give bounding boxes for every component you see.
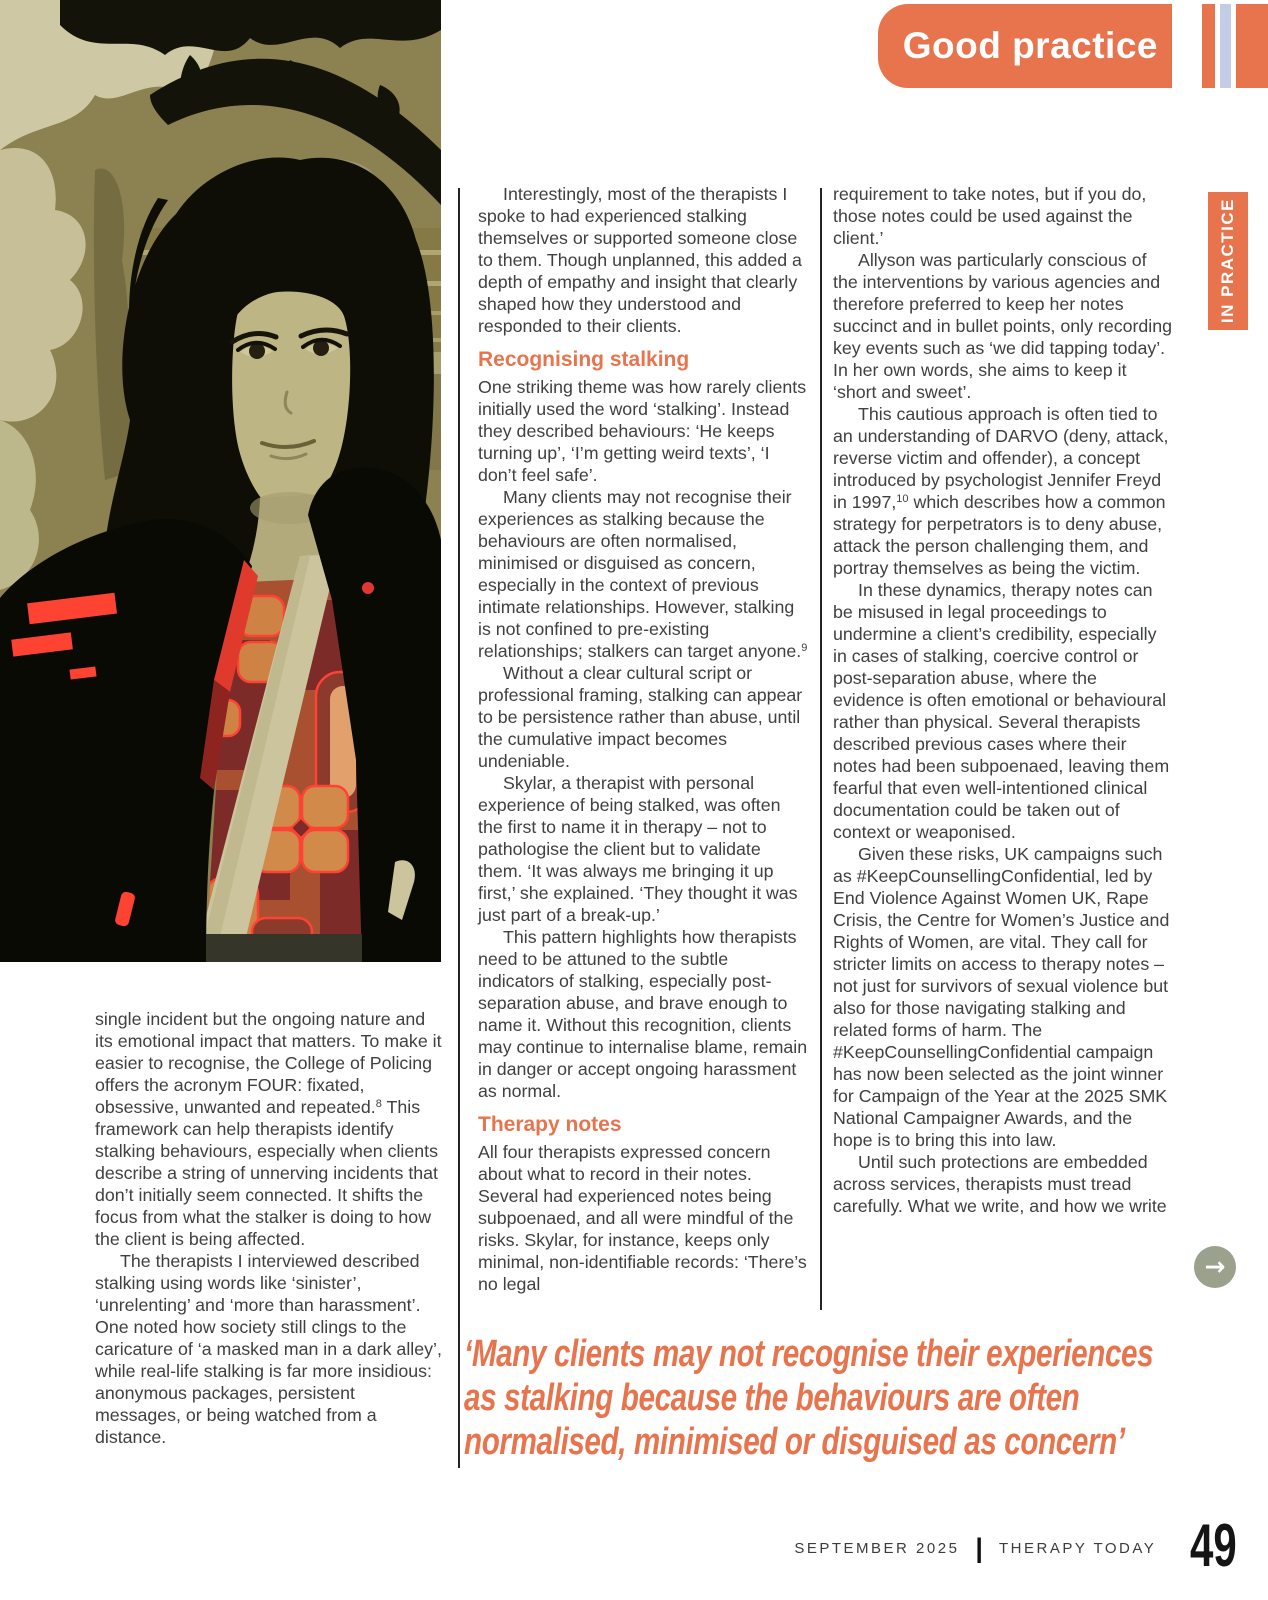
column-divider-right	[820, 188, 822, 1310]
paragraph: Without a clear cultural script or professional framing, stalking can appear to be persistence rather than abuse, until the cumulative impact becomes undeniable.	[478, 663, 803, 771]
footer-separator: |	[975, 1533, 983, 1563]
paragraph: Allyson was particularly conscious of the interventions by various agencies and therefore preferred to keep her notes succinct and in bullet points, only recording key events such as ‘we did tapping today’. In her own words, she aims to keep it ‘short and sweet’.	[833, 250, 1173, 402]
paragraph: In these dynamics, therapy notes can be misused in legal proceedings to undermine a client’s credibility, especially in cases of stalking, coercive control or post-separation abuse, where the evidence is often emotional or behavioural rather than physical. Several therapists described previous cases where their notes had been subpoenaed, leaving them fearful that even well-intentioned clinical documentation could be taken out of context or weaponised.	[833, 580, 1170, 842]
footnote-ref: 10	[896, 493, 909, 505]
section-badge-label: Good practice	[902, 25, 1158, 66]
header-stripe-orange-thin	[1202, 4, 1215, 88]
paragraph: Many clients may not recognise their experiences as stalking because the behaviours are often normalised, minimised or disguised as concern, especially in the context of previous intimate relationships. However, stalking is not confined to pre-existing relationships; stalkers can target anyone.$^9$	[478, 487, 808, 661]
continued-arrow-badge	[1194, 1246, 1236, 1288]
paragraph: Interestingly, most of the therapists I spoke to had experienced stalking themselves or supported someone close to them. Though unplanned, this added a depth of empathy and insight that clearly shaped how they understood and responded to their clients.	[478, 184, 802, 336]
illustration-artwork	[0, 0, 441, 962]
paragraph: This cautious approach is often tied to an understanding of DARVO (deny, attack, reverse victim and offender), a concept introduced by psychologist Jennifer Freyd in 1997,10 which describes how a common strategy for perpetrators is to deny abuse, attack the person challenging them, and portray themselves as being the victim.	[833, 404, 1169, 578]
page-number: 49	[1190, 1511, 1237, 1579]
header-stripe-orange-wide	[1236, 4, 1268, 88]
pull-quote	[464, 1332, 1180, 1464]
pull-quote-text: ‘Many clients may not recognise their experiences as stalking because the behaviours are often normalised, minimised or disguised as concern’	[464, 1333, 1154, 1463]
footnote-ref: 9	[801, 642, 808, 654]
paragraph: Given these risks, UK campaigns such as #KeepCounsellingConfidential, led by End Violence Against Women UK, Rape Crisis, the Centre for Women’s Justice and Rights of Women, are vital. They call for stricter limits on access to therapy notes – not just for survivors of sexual violence but also for those navigating stalking and related forms of harm. The #KeepCounsellingConfidential campaign has now been selected as the joint winner for Campaign of the Year at the 2025 SMK National Campaigner Awards, and the hope is to bring this into law.	[833, 844, 1170, 1150]
paragraph: Until such protections are embedded across services, therapists must tread carefully. What we write, and how we write	[833, 1152, 1167, 1216]
paragraph: single incident but the ongoing nature and its emotional impact that matters. To make it easier to recognise, the College of Policing offers the acronym FOUR: fixated, obsessive, unwanted and repeated.$^8$ This framework can help therapists identify stalking behaviours, especially when clients describe a string of unnerving incidents that don’t initially seem connected. It shifts the focus from what the stalker is doing to how the client is being affected.	[95, 1009, 442, 1249]
cover-illustration	[0, 0, 441, 962]
footer-issue-date: SEPTEMBER 2025	[794, 1540, 960, 1557]
article-column-middle	[478, 183, 808, 1295]
section-badge	[878, 4, 1172, 88]
paragraph: The therapists I interviewed described stalking using words like ‘sinister’, ‘unrelenting’ and ‘more than harassment’. One noted how society still clings to the caricature of ‘a masked man in a dark alley’, while real-life stalking is far more insidious: anonymous packages, persistent messages, or being watched from a distance.	[95, 1251, 442, 1447]
side-tab-label: IN PRACTICE	[1218, 198, 1237, 324]
paragraph: Skylar, a therapist with personal experience of being stalked, was often the first to name it in therapy – not to pathologise the client but to validate them. ‘It was always me bringing it up first,’ she explained. ‘They thought it was just part of a break-up.’	[478, 773, 798, 925]
paragraph: One striking theme was how rarely clients initially used the word ‘stalking’. Instead they described behaviours: ‘He keeps turning up’, ‘I’m getting weird texts’, ‘I don’t feel safe’.	[478, 377, 807, 485]
arrow-right-icon: →	[1204, 1251, 1226, 1281]
article-column-right	[833, 183, 1173, 1217]
column-divider-left	[458, 188, 460, 1468]
footnote-ref: 8	[375, 1098, 382, 1110]
page-footer	[794, 1508, 1237, 1579]
section-heading-recognising-stalking: Recognising stalking	[478, 348, 690, 371]
paragraph: This pattern highlights how therapists need to be attuned to the subtle indicators of stalking, especially post-separation abuse, and brave enough to name it. Without this recognition, clients may continue to internalise blame, remain in danger or accept ongoing harassment as normal.	[478, 927, 808, 1101]
header-stripe-periwinkle	[1220, 4, 1231, 88]
paragraph: requirement to take notes, but if you do, those notes could be used against the client.’	[833, 184, 1147, 248]
footer-magazine-name: THERAPY TODAY	[998, 1540, 1157, 1557]
section-heading-therapy-notes: Therapy notes	[478, 1113, 622, 1136]
side-tab-in-practice	[1208, 192, 1248, 330]
paragraph: All four therapists expressed concern about what to record in their notes. Several had experienced notes being subpoenaed, and all were mindful of the risks. Skylar, for instance, keeps only minimal, non-identifiable records: ‘There’s no legal	[478, 1142, 807, 1294]
article-column-left	[95, 1008, 443, 1448]
